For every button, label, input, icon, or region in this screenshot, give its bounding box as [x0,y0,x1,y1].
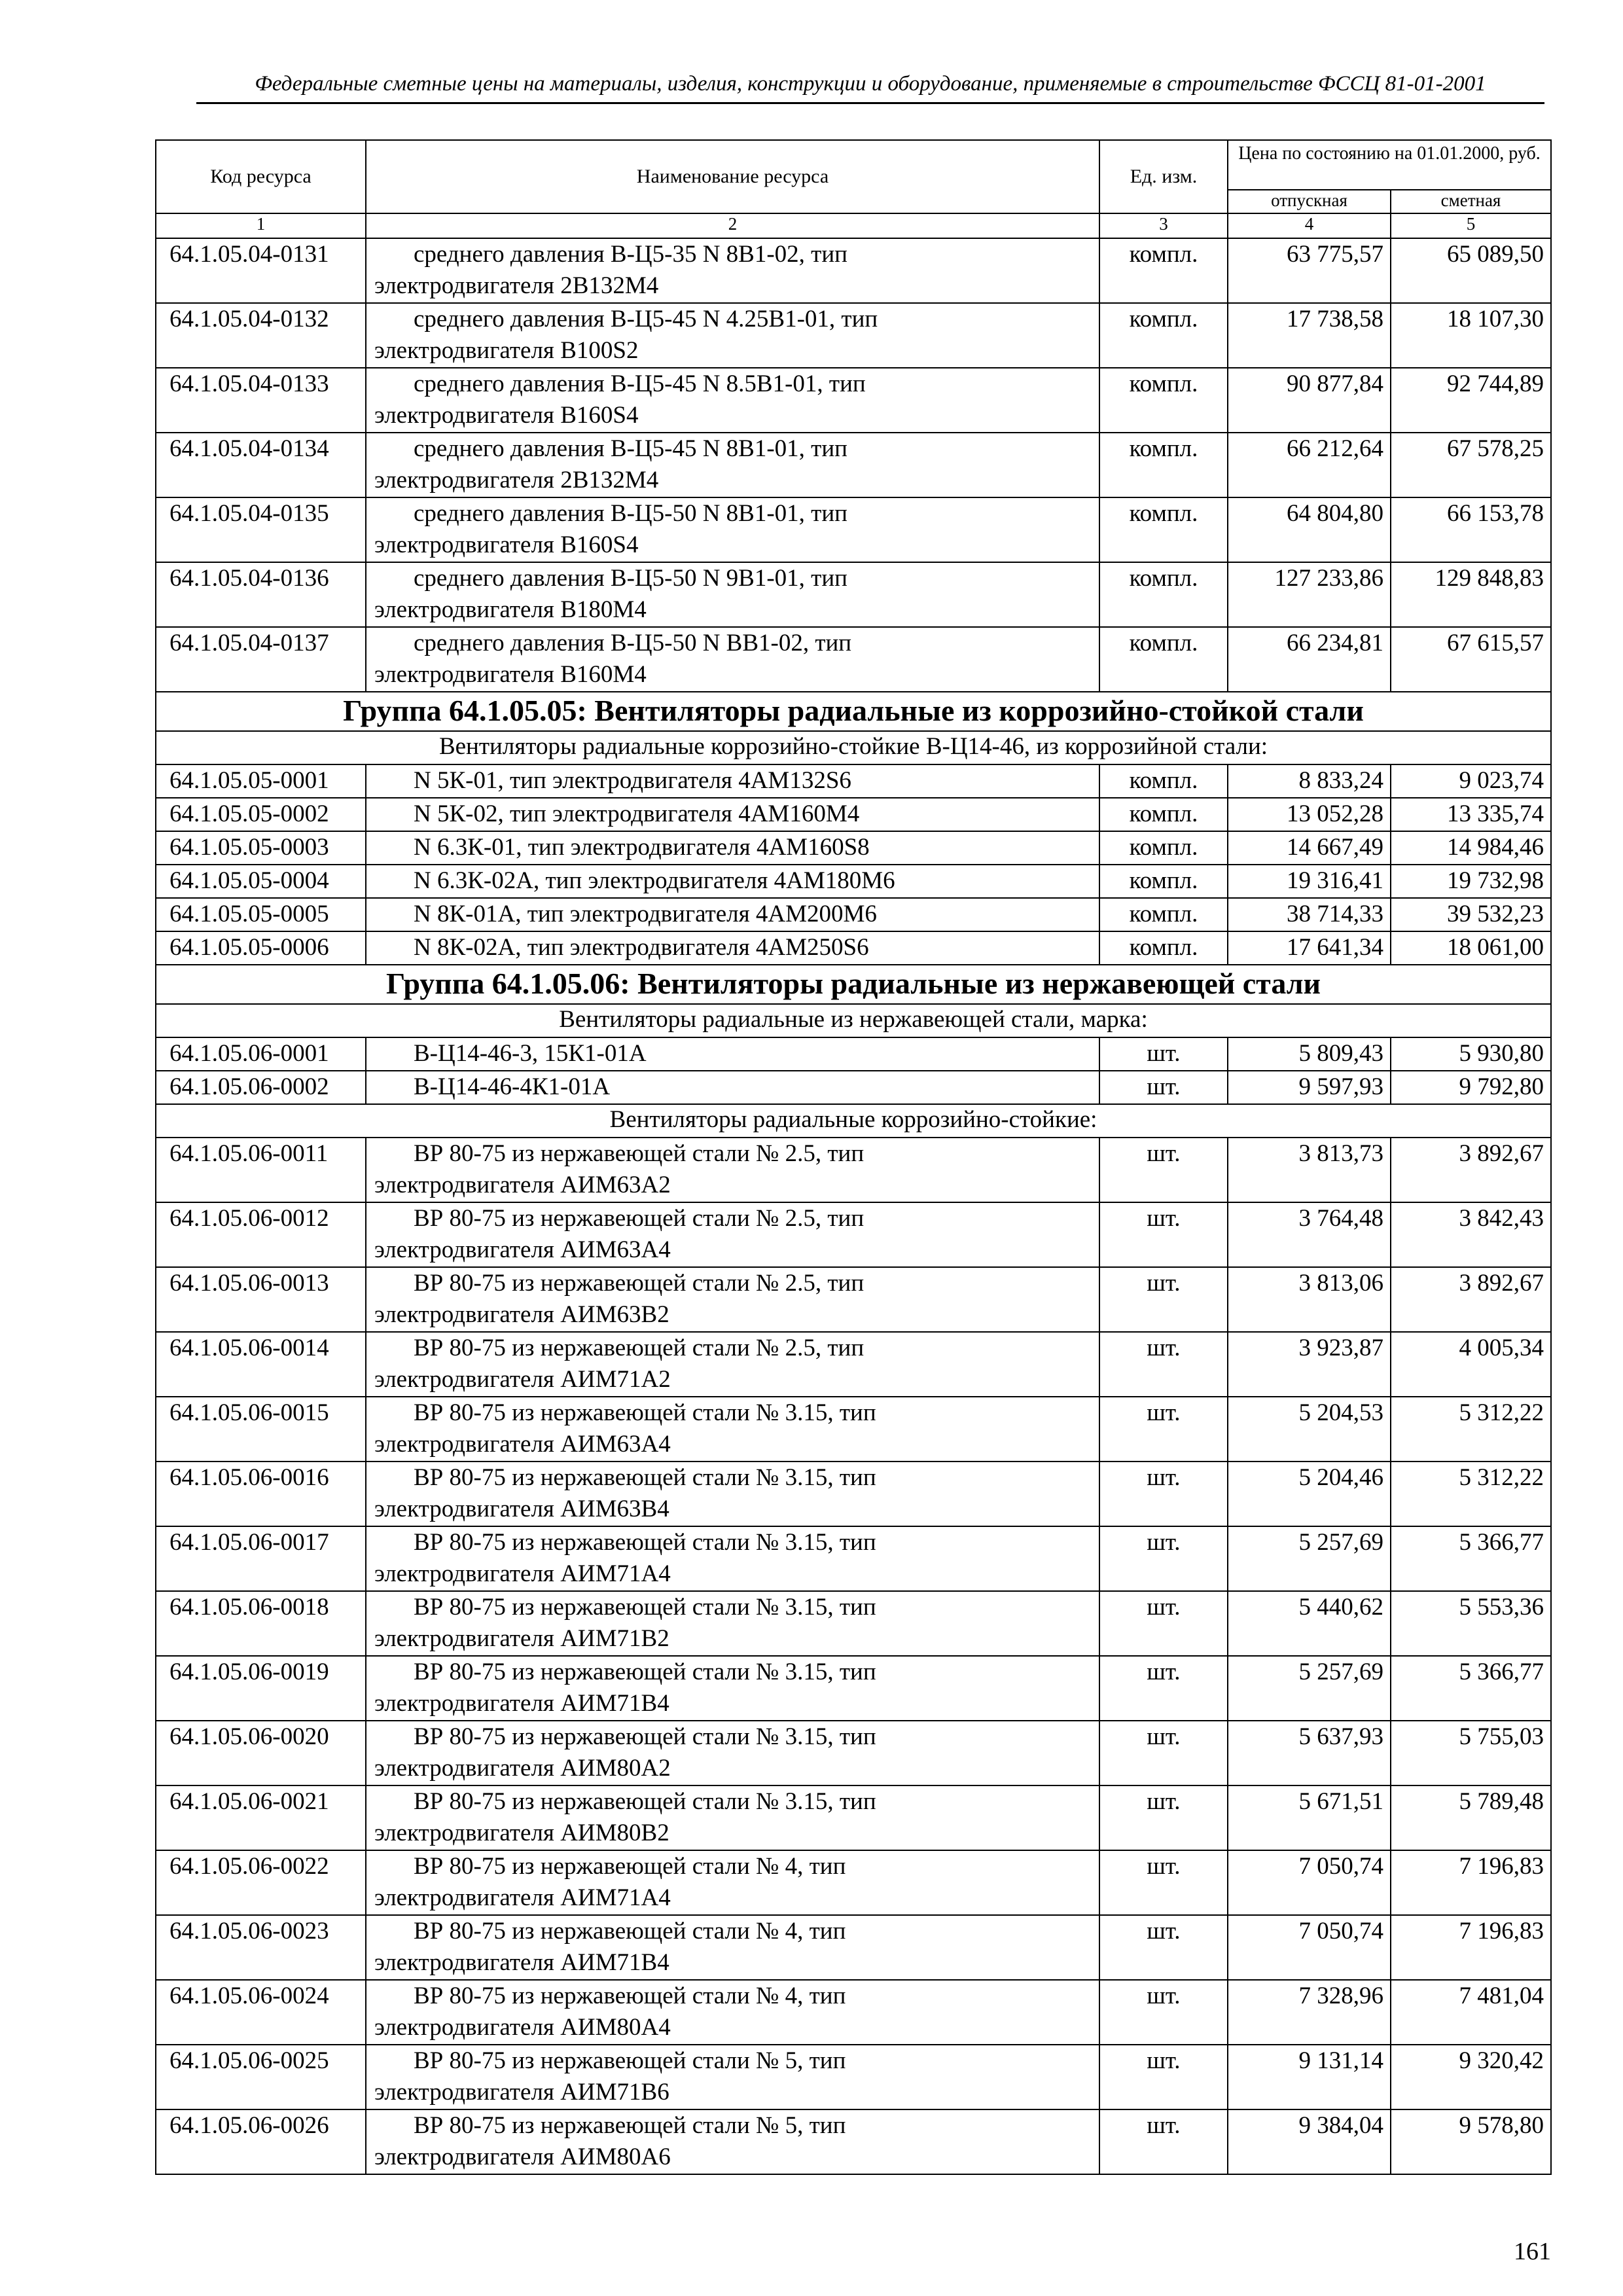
resource-code: 64.1.05.06-0015 [156,1397,366,1462]
resource-name-line1: среднего давления В-Ц5-45 N 8В1-01, тип [414,435,847,462]
table-row [156,831,1551,865]
resource-name [366,1785,1099,1850]
release-price: 8 833,24 [1228,764,1391,798]
resource-name-line1: среднего давления В-Ц5-50 N 8В1-01, тип [414,500,847,527]
header-rule [196,102,1544,104]
resource-name-line2: электродвигателя АИМ80В2 [374,1820,669,1846]
resource-name-line1: N 5К-01, тип электродвигателя 4АМ132S6 [414,767,851,794]
resource-name-line2: электродвигателя АИМ63А4 [374,1236,671,1263]
table-row [156,1202,1551,1267]
resource-code: 64.1.05.06-0013 [156,1267,366,1332]
resource-code: 64.1.05.05-0003 [156,831,366,865]
resource-code: 64.1.05.05-0005 [156,898,366,931]
estimate-price: 65 089,50 [1391,238,1551,303]
table-row [156,1037,1551,1071]
price-table [155,139,1552,2175]
table-row [156,1462,1551,1526]
unit: компл. [1099,562,1228,627]
table-row [156,2045,1551,2109]
release-price: 66 234,81 [1228,627,1391,692]
col-number: 1 [156,213,366,238]
table-row [156,1785,1551,1850]
estimate-price: 92 744,89 [1391,368,1551,433]
resource-code: 64.1.05.06-0026 [156,2109,366,2174]
resource-name [366,1397,1099,1462]
resource-name [366,898,1099,931]
resource-name [366,1202,1099,1267]
resource-name-line1: N 6.3К-02А, тип электродвигателя 4АМ180М6 [414,867,895,894]
estimate-price: 19 732,98 [1391,865,1551,898]
resource-name-line1: В-Ц14-46-3, 15К1-01А [414,1040,647,1067]
estimate-price: 66 153,78 [1391,497,1551,562]
table-row [156,1980,1551,2045]
table-row [156,303,1551,368]
resource-name-line2: электродвигателя АИМ71В2 [374,1625,669,1652]
estimate-price: 9 320,42 [1391,2045,1551,2109]
unit: шт. [1099,1850,1228,1915]
resource-name-line2: электродвигателя В100S2 [374,337,639,364]
unit: шт. [1099,1915,1228,1980]
unit: шт. [1099,1785,1228,1850]
group-heading: Группа 64.1.05.05: Вентиляторы радиальные из коррозийно-стойкой стали [156,692,1551,731]
estimate-price: 3 892,67 [1391,1138,1551,1202]
unit: шт. [1099,1267,1228,1332]
resource-code: 64.1.05.04-0134 [156,433,366,497]
unit: шт. [1099,2045,1228,2109]
release-price: 7 050,74 [1228,1915,1391,1980]
resource-name-line1: ВР 80-75 из нержавеющей стали № 3.15, тип [414,1723,876,1750]
resource-name-line1: N 8К-02А, тип электродвигателя 4АМ250S6 [414,934,869,961]
table-row [156,931,1551,965]
release-price: 9 131,14 [1228,2045,1391,2109]
table-row [156,1332,1551,1397]
table-row [156,2109,1551,2174]
resource-code: 64.1.05.04-0131 [156,238,366,303]
table-row [156,1138,1551,1202]
resource-name [366,1037,1099,1071]
resource-name-line1: N 6.3К-01, тип электродвигателя 4АМ160S8 [414,834,870,861]
subheading-row [156,1104,1551,1138]
resource-name-line1: среднего давления В-Ц5-50 N ВВ1-02, тип [414,630,852,656]
resource-name-line2: электродвигателя АИМ80А2 [374,1755,671,1782]
unit: шт. [1099,1980,1228,2045]
resource-name [366,2109,1099,2174]
release-price: 3 923,87 [1228,1332,1391,1397]
resource-code: 64.1.05.06-0018 [156,1591,366,1656]
resource-name-line2: электродвигателя АИМ63А4 [374,1431,671,1458]
estimate-price: 5 789,48 [1391,1785,1551,1850]
resource-name-line1: В-Ц14-46-4К1-01А [414,1073,611,1100]
col-header-name: Наименование ресурса [366,140,1099,213]
resource-name-line2: электродвигателя В160S4 [374,531,639,558]
estimate-price: 18 107,30 [1391,303,1551,368]
subheading: Вентиляторы радиальные из нержавеющей стали, марка: [156,1004,1551,1037]
resource-name [366,238,1099,303]
release-price: 19 316,41 [1228,865,1391,898]
unit: шт. [1099,2109,1228,2174]
estimate-price: 39 532,23 [1391,898,1551,931]
resource-name [366,562,1099,627]
resource-name-line1: среднего давления В-Ц5-50 N 9В1-01, тип [414,565,847,592]
resource-name-line1: ВР 80-75 из нержавеющей стали № 2.5, тип [414,1140,865,1167]
estimate-price: 18 061,00 [1391,931,1551,965]
unit: компл. [1099,865,1228,898]
release-price: 5 257,69 [1228,1526,1391,1591]
resource-name [366,627,1099,692]
col-header-code: Код ресурса [156,140,366,213]
release-price: 5 671,51 [1228,1785,1391,1850]
resource-code: 64.1.05.06-0019 [156,1656,366,1721]
resource-name-line1: ВР 80-75 из нержавеющей стали № 2.5, тип [414,1205,865,1232]
table-head [156,140,1551,238]
release-price: 13 052,28 [1228,798,1391,831]
table-row [156,238,1551,303]
table-row [156,1071,1551,1104]
resource-code: 64.1.05.06-0020 [156,1721,366,1785]
resource-code: 64.1.05.06-0022 [156,1850,366,1915]
estimate-price: 14 984,46 [1391,831,1551,865]
group-heading-row [156,692,1551,731]
resource-name-line2: электродвигателя АИМ63А2 [374,1172,671,1198]
col-header-unit: Ед. изм. [1099,140,1228,213]
resource-code: 64.1.05.06-0016 [156,1462,366,1526]
resource-name-line1: ВР 80-75 из нержавеющей стали № 3.15, тип [414,1594,876,1621]
release-price: 66 212,64 [1228,433,1391,497]
subheading-row [156,1004,1551,1037]
estimate-price: 7 196,83 [1391,1850,1551,1915]
resource-name-line2: электродвигателя В180М4 [374,596,647,623]
table-row [156,497,1551,562]
resource-name [366,2045,1099,2109]
unit: компл. [1099,303,1228,368]
resource-name [366,497,1099,562]
estimate-price: 5 553,36 [1391,1591,1551,1656]
table-row [156,898,1551,931]
resource-code: 64.1.05.06-0024 [156,1980,366,2045]
estimate-price: 9 578,80 [1391,2109,1551,2174]
resource-name-line1: N 5К-02, тип электродвигателя 4АМ160М4 [414,800,860,827]
resource-name-line1: среднего давления В-Ц5-45 N 8.5В1-01, тип [414,370,866,397]
resource-name [366,798,1099,831]
resource-code: 64.1.05.04-0132 [156,303,366,368]
resource-name-line1: ВР 80-75 из нержавеющей стали № 4, тип [414,1918,846,1945]
resource-name-line2: электродвигателя АИМ80А6 [374,2144,671,2170]
col-header-release: отпускная [1228,190,1391,213]
resource-code: 64.1.05.06-0021 [156,1785,366,1850]
release-price: 17 641,34 [1228,931,1391,965]
estimate-price: 129 848,83 [1391,562,1551,627]
table-row [156,1526,1551,1591]
resource-code: 64.1.05.05-0001 [156,764,366,798]
estimate-price: 3 892,67 [1391,1267,1551,1332]
unit: компл. [1099,764,1228,798]
resource-code: 64.1.05.04-0137 [156,627,366,692]
running-header: Федеральные сметные цены на материалы, изделия, конструкции и оборудование, применяемые в строительстве ФССЦ 81-01-2001 [255,72,1486,96]
resource-code: 64.1.05.05-0006 [156,931,366,965]
subheading: Вентиляторы радиальные коррозийно-стойкие: [156,1104,1551,1138]
unit: компл. [1099,831,1228,865]
resource-name-line1: среднего давления В-Ц5-45 N 4.25В1-01, тип [414,306,878,332]
resource-code: 64.1.05.06-0002 [156,1071,366,1104]
resource-name-line1: ВР 80-75 из нержавеющей стали № 3.15, тип [414,1788,876,1815]
unit: компл. [1099,433,1228,497]
unit: шт. [1099,1721,1228,1785]
resource-name [366,1721,1099,1785]
resource-name-line2: электродвигателя АИМ71В4 [374,1949,669,1976]
estimate-price: 5 312,22 [1391,1397,1551,1462]
unit: компл. [1099,931,1228,965]
unit: шт. [1099,1071,1228,1104]
table-row [156,798,1551,831]
release-price: 9 597,93 [1228,1071,1391,1104]
group-heading-row [156,965,1551,1004]
unit: шт. [1099,1138,1228,1202]
table-row [156,627,1551,692]
estimate-price: 5 366,77 [1391,1656,1551,1721]
col-header-estimate: сметная [1391,190,1551,213]
estimate-price: 9 792,80 [1391,1071,1551,1104]
resource-name [366,865,1099,898]
resource-name [366,764,1099,798]
unit: компл. [1099,798,1228,831]
resource-name-line1: ВР 80-75 из нержавеющей стали № 4, тип [414,1853,846,1880]
unit: шт. [1099,1037,1228,1071]
resource-name-line1: ВР 80-75 из нержавеющей стали № 3.15, тип [414,1529,876,1556]
col-header-price: Цена по состоянию на 01.01.2000, руб. [1228,140,1551,190]
release-price: 7 328,96 [1228,1980,1391,2045]
unit: компл. [1099,627,1228,692]
table-body [156,238,1551,2174]
release-price: 127 233,86 [1228,562,1391,627]
subheading: Вентиляторы радиальные коррозийно-стойкие В-Ц14-46, из коррозийной стали: [156,731,1551,764]
resource-name [366,303,1099,368]
resource-name-line1: ВР 80-75 из нержавеющей стали № 4, тип [414,1982,846,2009]
table-row [156,1721,1551,1785]
unit: шт. [1099,1397,1228,1462]
release-price: 5 257,69 [1228,1656,1391,1721]
table-row [156,1850,1551,1915]
resource-name-line2: электродвигателя АИМ71В6 [374,2079,669,2106]
estimate-price: 13 335,74 [1391,798,1551,831]
col-number: 2 [366,213,1099,238]
resource-name-line2: электродвигателя АИМ71В4 [374,1690,669,1717]
resource-name [366,1267,1099,1332]
release-price: 5 809,43 [1228,1037,1391,1071]
resource-name [366,1332,1099,1397]
resource-name [366,1526,1099,1591]
unit: компл. [1099,238,1228,303]
table-row [156,368,1551,433]
table-row [156,1397,1551,1462]
unit: шт. [1099,1656,1228,1721]
subheading-row [156,731,1551,764]
resource-name [366,1591,1099,1656]
resource-code: 64.1.05.04-0135 [156,497,366,562]
resource-name [366,931,1099,965]
col-number: 4 [1228,213,1391,238]
estimate-price: 5 312,22 [1391,1462,1551,1526]
estimate-price: 67 615,57 [1391,627,1551,692]
resource-code: 64.1.05.06-0011 [156,1138,366,1202]
unit: компл. [1099,368,1228,433]
resource-name [366,1850,1099,1915]
estimate-price: 5 930,80 [1391,1037,1551,1071]
resource-name-line1: ВР 80-75 из нержавеющей стали № 2.5, тип [414,1270,865,1297]
estimate-price: 5 755,03 [1391,1721,1551,1785]
release-price: 90 877,84 [1228,368,1391,433]
release-price: 3 813,73 [1228,1138,1391,1202]
resource-code: 64.1.05.04-0136 [156,562,366,627]
resource-name-line2: электродвигателя В160S4 [374,402,639,429]
release-price: 5 204,46 [1228,1462,1391,1526]
resource-name [366,831,1099,865]
resource-name-line2: электродвигателя АИМ63В4 [374,1496,669,1522]
resource-name-line2: электродвигателя АИМ71А2 [374,1366,671,1393]
release-price: 38 714,33 [1228,898,1391,931]
unit: шт. [1099,1591,1228,1656]
resource-name [366,368,1099,433]
page-number: 161 [1514,2238,1551,2265]
unit: шт. [1099,1462,1228,1526]
resource-name [366,433,1099,497]
unit: шт. [1099,1202,1228,1267]
release-price: 5 637,93 [1228,1721,1391,1785]
estimate-price: 4 005,34 [1391,1332,1551,1397]
resource-name-line2: электродвигателя АИМ80А4 [374,2014,671,2041]
table-row [156,865,1551,898]
resource-name-line2: электродвигателя 2В132М4 [374,272,659,299]
resource-name-line2: электродвигателя АИМ71А4 [374,1560,671,1587]
unit: шт. [1099,1332,1228,1397]
table-row [156,1591,1551,1656]
estimate-price: 7 481,04 [1391,1980,1551,2045]
release-price: 9 384,04 [1228,2109,1391,2174]
table-row [156,433,1551,497]
resource-code: 64.1.05.06-0025 [156,2045,366,2109]
release-price: 63 775,57 [1228,238,1391,303]
resource-code: 64.1.05.06-0023 [156,1915,366,1980]
col-number: 3 [1099,213,1228,238]
table-row [156,1267,1551,1332]
table-row [156,764,1551,798]
table-row [156,562,1551,627]
group-heading: Группа 64.1.05.06: Вентиляторы радиальные из нержавеющей стали [156,965,1551,1004]
resource-name-line1: ВР 80-75 из нержавеющей стали № 3.15, тип [414,1399,876,1426]
resource-code: 64.1.05.04-0133 [156,368,366,433]
estimate-price: 5 366,77 [1391,1526,1551,1591]
release-price: 14 667,49 [1228,831,1391,865]
estimate-price: 7 196,83 [1391,1915,1551,1980]
table-row [156,1915,1551,1980]
resource-name [366,1138,1099,1202]
resource-name-line1: N 8К-01А, тип электродвигателя 4АМ200М6 [414,901,877,927]
resource-code: 64.1.05.06-0001 [156,1037,366,1071]
col-number: 5 [1391,213,1551,238]
estimate-price: 9 023,74 [1391,764,1551,798]
resource-name-line2: электродвигателя АИМ71А4 [374,1884,671,1911]
resource-name [366,1980,1099,2045]
resource-code: 64.1.05.05-0002 [156,798,366,831]
estimate-price: 3 842,43 [1391,1202,1551,1267]
resource-name-line1: ВР 80-75 из нержавеющей стали № 3.15, тип [414,1659,876,1685]
table-row [156,1656,1551,1721]
release-price: 64 804,80 [1228,497,1391,562]
resource-code: 64.1.05.05-0004 [156,865,366,898]
release-price: 3 764,48 [1228,1202,1391,1267]
estimate-price: 67 578,25 [1391,433,1551,497]
unit: шт. [1099,1526,1228,1591]
resource-name-line1: ВР 80-75 из нержавеющей стали № 3.15, тип [414,1464,876,1491]
resource-name-line1: ВР 80-75 из нержавеющей стали № 5, тип [414,2112,846,2139]
resource-name [366,1462,1099,1526]
release-price: 3 813,06 [1228,1267,1391,1332]
resource-code: 64.1.05.06-0017 [156,1526,366,1591]
release-price: 5 440,62 [1228,1591,1391,1656]
unit: компл. [1099,898,1228,931]
resource-name-line2: электродвигателя 2В132М4 [374,467,659,493]
resource-name [366,1656,1099,1721]
resource-name [366,1915,1099,1980]
resource-name-line1: ВР 80-75 из нержавеющей стали № 2.5, тип [414,1335,865,1361]
resource-name [366,1071,1099,1104]
resource-code: 64.1.05.06-0014 [156,1332,366,1397]
column-numbers-row [156,213,1551,238]
release-price: 17 738,58 [1228,303,1391,368]
release-price: 5 204,53 [1228,1397,1391,1462]
unit: компл. [1099,497,1228,562]
resource-name-line2: электродвигателя АИМ63В2 [374,1301,669,1328]
resource-name-line2: электродвигателя В160М4 [374,661,647,688]
resource-name-line1: ВР 80-75 из нержавеющей стали № 5, тип [414,2047,846,2074]
release-price: 7 050,74 [1228,1850,1391,1915]
resource-name-line1: среднего давления В-Ц5-35 N 8В1-02, тип [414,241,847,268]
resource-code: 64.1.05.06-0012 [156,1202,366,1267]
